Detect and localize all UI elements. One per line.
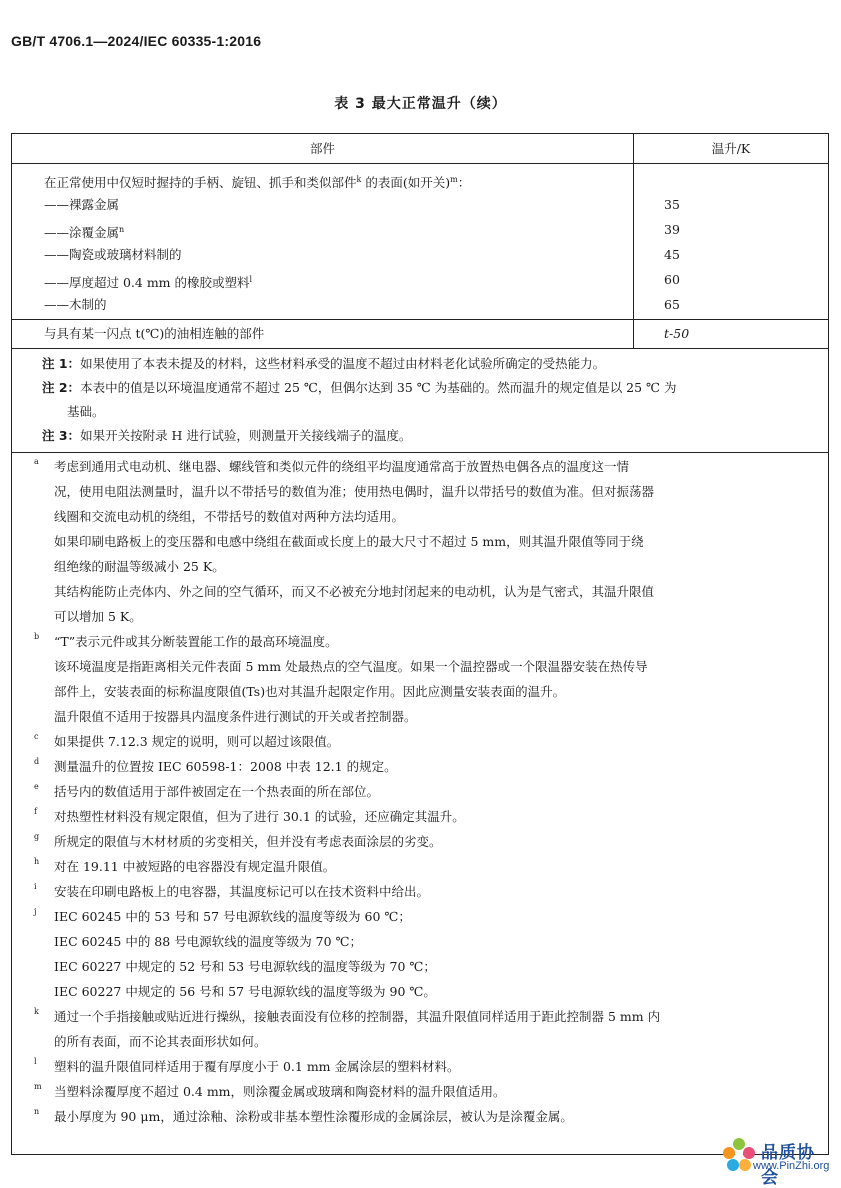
group-heading: 在正常使用中仅短时握持的手柄、旋钮、抓手和类似部件$^k$ 的表面(如开关)$^m$： [44,175,471,191]
value-coated-metal: 39 [664,222,680,237]
footnotes-block [34,454,814,1129]
value-wood: 65 [664,297,680,312]
row-wood: ——木制的 [44,297,107,312]
footnotes-divider [12,452,828,453]
value-oil-contact: t-50 [664,326,690,341]
group-divider [12,319,828,320]
table-title: 表 3 最大正常温升（续） [334,96,507,112]
note-3: 注 3：如果开关按附录 H 进行试验，则测量开关接线端子的温度。 [42,428,412,443]
document-header: GB/T 4706.1—2024/IEC 60335-1:2016 [11,33,262,49]
note-2: 注 2：本表中的值是以环境温度通常不超过 25 ℃，但偶尔达到 35 ℃ 为基础的。然而温升的规定值是以 25 ℃ 为 [42,380,677,395]
footnote-e: e 括号内的数值适用于部件被固定在一个热表面的所在部位。 [34,782,380,799]
row-rubber-plastic: ——厚度超过 0.4 mm 的橡胶或塑料$^l$ [44,275,253,291]
row-bare-metal: ——裸露金属 [44,197,120,212]
footnote-b: b “T”表示元件或其分断装置能工作的最高环境温度。 该环境温度是指距离相关元件表面 5 mm 处最热点的空气温度。如果一个温控器或一个限温器安装在热传导 部件上，安装表面的标称温度限值(Ts)也对其温升起限定作用。因此应测量安装表面的温升。 温升限值不适用于按器具内温度条件进行测试的开关或者控制器。 [34,632,648,724]
note-2-cont: 基础。 [67,404,105,419]
watermark-logo [721,1136,831,1188]
column-header-rise: 温升/K [711,141,751,156]
footnote-m: m 当塑料涂覆厚度不超过 0.4 mm，则涂覆金属或玻璃和陶瓷材料的温升限值适用。 [34,1082,506,1099]
notes-divider [12,348,828,349]
table-frame [11,133,829,1155]
value-rubber-plastic: 60 [664,272,680,287]
logo-chinese-name: 品质协会 [761,1143,815,1188]
value-ceramic-glass: 45 [664,247,680,262]
footnote-d: d 测量温升的位置按 IEC 60598-1：2008 中表 12.1 的规定。 [34,757,397,774]
row-oil-contact: 与具有某一闪点 t(℃)的油相连触的部件 [44,326,265,341]
flower-icon [721,1136,757,1174]
value-bare-metal: 35 [664,197,680,212]
header-divider [12,163,828,164]
footnote-n: n 最小厚度为 90 μm，通过涂釉、涂粉或非基本塑性涂覆形成的金属涂层，被认为是涂覆金属。 [34,1107,573,1124]
row-coated-metal: ——涂覆金属$^n$ [44,225,125,241]
footnote-j: j IEC 60245 中的 53 号和 57 号电源软线的温度等级为 60 ℃； IEC 60245 中的 88 号电源软线的温度等级为 70 ℃； IEC 60227 中规定的 52 号和 53 号电源软线的温度等级为 70 ℃； IEC 60227 中规定的 56 号和 57 号电源软线的温度等级为 90 ℃。 [34,907,436,999]
footnote-a: a 考虑到通用式电动机、继电器、螺线管和类似元件的绕组平均温度通常高于放置热电偶各点的温度这一情 况，使用电阻法测量时，温升以不带括号的数值为准；使用热电偶时，温升以带括号的数值为准。但对振荡器 线圈和交流电动机的绕组，不带括号的数值对两种方法均适用。 如果印刷电路板上的变压器和电感中绕组在截面或长度上的最大尺寸不超过 5 mm，则其温升限值等同于绕 组绝缘的耐温等级减小 25 K。 其结构能防止壳体内、外之间的空气循环，而又不必被充分地封闭起来的电动机，认为是气密式，其温升限值 可以增加 5 K。 [34,457,655,624]
footnote-g: g 所规定的限值与木材材质的劣变相关，但并没有考虑表面涂层的劣变。 [34,832,442,849]
note-1: 注 1：如果使用了本表未提及的材料，这些材料承受的温度不超过由材料老化试验所确定的受热能力。 [42,356,606,371]
column-divider [633,134,634,348]
footnote-h: h 对在 19.11 中被短路的电容器没有规定温升限值。 [34,857,336,874]
row-ceramic-glass: ——陶瓷或玻璃材料制的 [44,247,182,262]
footnote-l: l 塑料的温升限值同样适用于覆有厚度小于 0.1 mm 金属涂层的塑料材料。 [34,1057,460,1074]
notes-block [42,352,812,448]
footnote-i: i 安装在印刷电路板上的电容器，其温度标记可以在技术资料中给出。 [34,882,430,899]
footnote-c: c 如果提供 7.12.3 规定的说明，则可以超过该限值。 [34,732,340,749]
footnote-k: k 通过一个手指接触或贴近进行操纵，接触表面没有位移的控制器，其温升限值同样适用于距此控制器 5 mm 内 的所有表面，而不论其表面形状如何。 [34,1007,661,1049]
footnote-f: f 对热塑性材料没有规定限值，但为了进行 30.1 的试验，还应确定其温升。 [34,807,465,824]
logo-url: www.PinZhi.org [753,1160,830,1172]
column-header-part: 部件 [309,141,335,156]
